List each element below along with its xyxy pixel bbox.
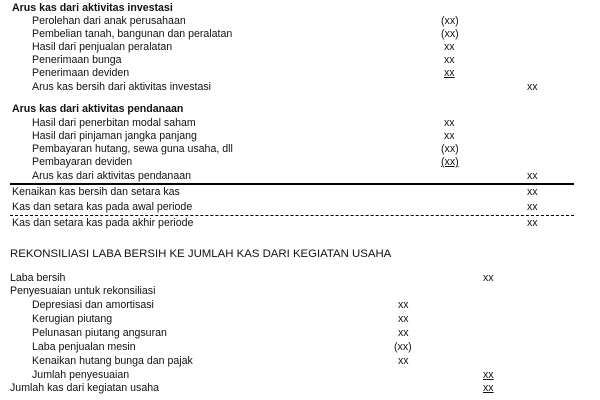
summary-label: Kenaikan kas bersih dan setara kas xyxy=(12,186,180,198)
adjustment-item-label: Depresiasi dan amortisasi xyxy=(32,299,154,311)
financing-net-value: xx xyxy=(527,170,538,182)
total-operating-cash-label: Jumlah kas dari kegiatan usaha xyxy=(10,382,159,394)
investing-title: Arus kas dari aktivitas investasi xyxy=(12,2,173,14)
summary-value: xx xyxy=(527,201,538,213)
adjustments-label: Penyesuaian untuk rekonsiliasi xyxy=(10,285,156,297)
adjustment-item-value: xx xyxy=(398,313,409,325)
financing-item-label: Pembayaran deviden xyxy=(32,156,133,168)
adjustment-item-label: Laba penjualan mesin xyxy=(32,341,136,353)
total-adjustments-label: Jumlah penyesuaian xyxy=(32,369,130,381)
total-operating-cash-value: xx xyxy=(483,382,494,394)
adjustment-item-value: xx xyxy=(398,327,409,339)
total-divider-line xyxy=(10,183,574,185)
investing-item-label: Penerimaan deviden xyxy=(32,67,130,79)
adjustment-item-value: xx xyxy=(398,299,409,311)
adjustment-item-label: Kerugian piutang xyxy=(32,313,113,325)
summary-value: xx xyxy=(527,217,538,229)
adjustment-item-label: Kenaikan hutang bunga dan pajak xyxy=(32,355,193,367)
investing-item-label: Penerimaan bunga xyxy=(32,54,122,66)
financing-net-label: Arus kas dari aktivitas pendanaan xyxy=(32,170,191,182)
adjustment-item-value: (xx) xyxy=(394,341,412,353)
investing-item-value: xx xyxy=(444,54,455,66)
net-income-value: xx xyxy=(483,272,494,284)
investing-net-value: xx xyxy=(527,81,538,93)
total-adjustments-value: xx xyxy=(483,369,494,381)
financing-item-label: Hasil dari penerbitan modal saham xyxy=(32,117,196,129)
summary-value: xx xyxy=(527,186,538,198)
investing-net-label: Arus kas bersih dari aktivitas investasi xyxy=(32,81,211,93)
investing-item-value: (xx) xyxy=(441,15,459,27)
investing-item-label: Hasil dari penjualan peralatan xyxy=(32,41,173,53)
financing-item-value: xx xyxy=(444,117,455,129)
financing-item-value: (xx) xyxy=(441,156,459,168)
financing-item-label: Hasil dari pinjaman jangka panjang xyxy=(32,130,197,142)
summary-label: Kas dan setara kas pada awal periode xyxy=(12,201,193,213)
adjustment-item-value: xx xyxy=(398,355,409,367)
investing-item-label: Perolehan dari anak perusahaan xyxy=(32,15,186,27)
investing-item-value: xx xyxy=(444,41,455,53)
adjustment-item-label: Pelunasan piutang angsuran xyxy=(32,327,167,339)
financing-item-value: xx xyxy=(444,130,455,142)
financing-item-value: (xx) xyxy=(441,143,459,155)
reconciliation-title: REKONSILIASI LABA BERSIH KE JUMLAH KAS DARI KEGIATAN USAHA xyxy=(10,248,392,260)
investing-item-value: xx xyxy=(444,67,455,79)
investing-item-value: (xx) xyxy=(441,28,459,40)
financing-title: Arus kas dari aktivitas pendanaan xyxy=(12,103,184,115)
financing-item-label: Pembayaran hutang, sewa guna usaha, dll xyxy=(32,143,233,155)
investing-item-label: Pembelian tanah, bangunan dan peralatan xyxy=(32,28,233,40)
summary-divider-line xyxy=(10,215,574,216)
summary-label: Kas dan setara kas pada akhir periode xyxy=(12,217,194,229)
net-income-label: Laba bersih xyxy=(10,272,66,284)
